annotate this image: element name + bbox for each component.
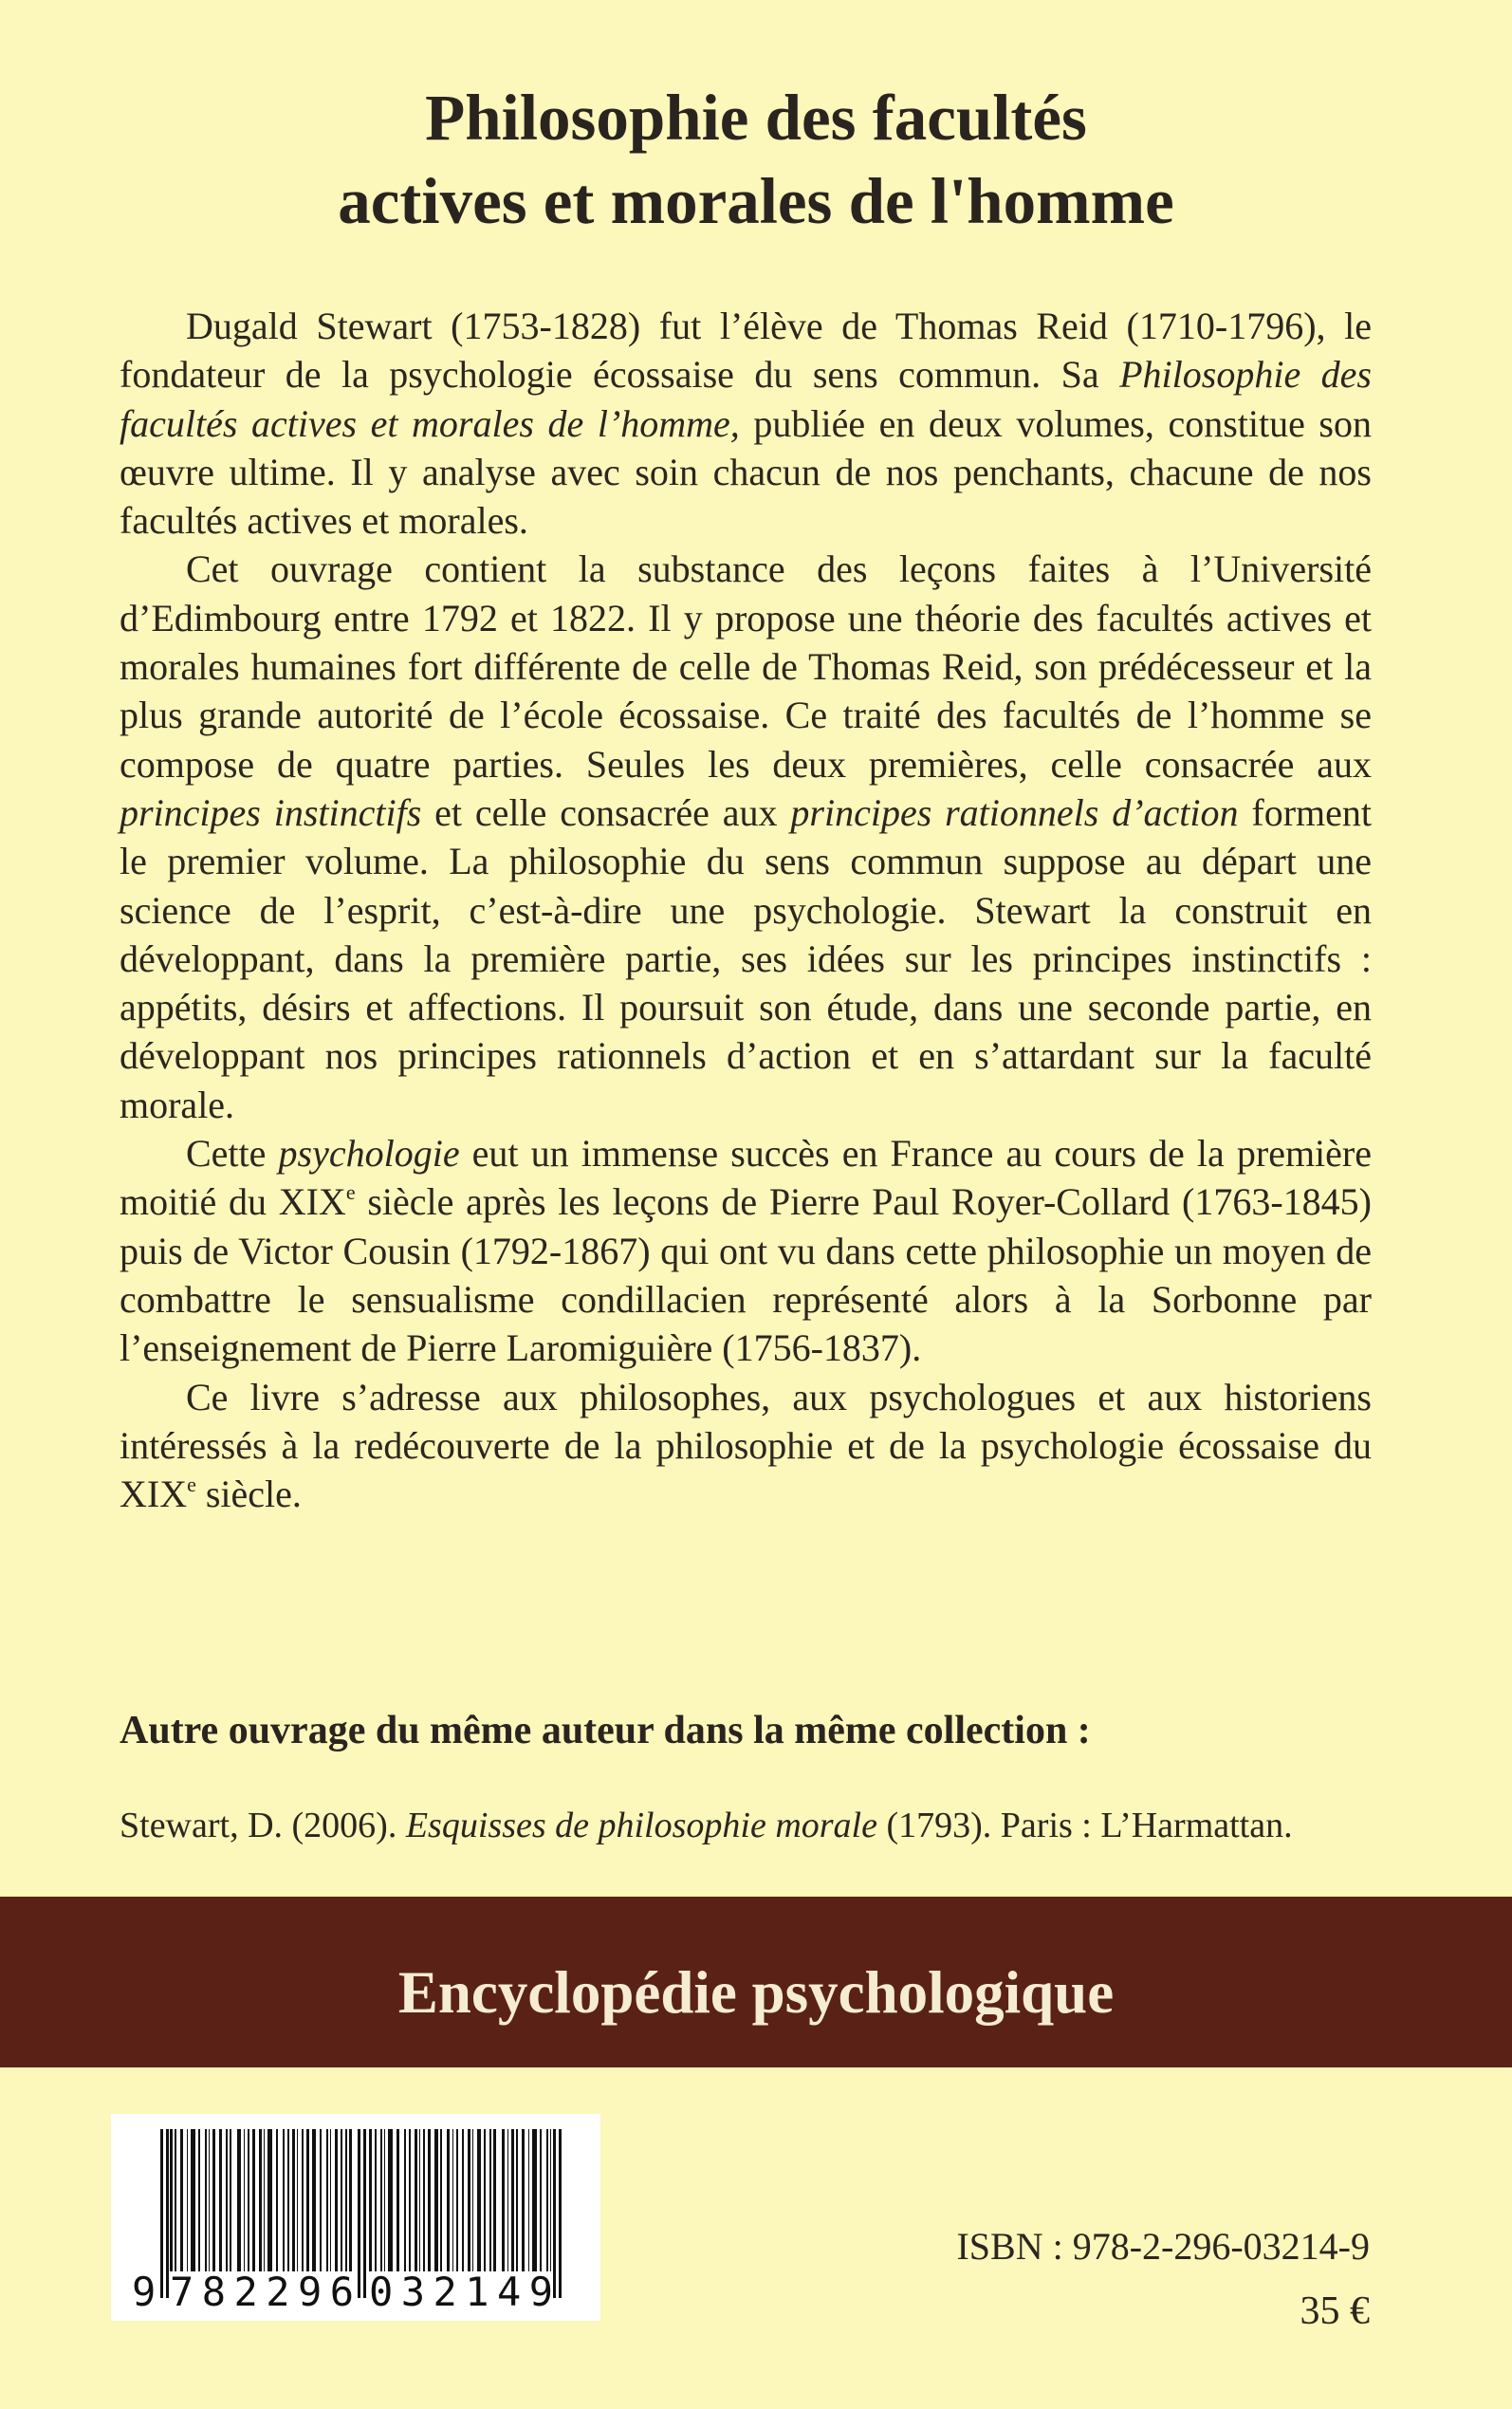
barcode [111, 2114, 600, 2321]
p2-text-a: Cet ouvrage contient la substance des leçons faites à l’Université d’Edimbourg entre 1792 et 1822. Il y propose une théorie des facultés actives et morales humaines fort différente de celle de Thomas Reid, son prédécesseur et la plus grande autorité de l’école écossaise. Ce traité des facultés de l’homme se compose de quatre parties. Seules les deux premières, celle consacrée aux [120, 547, 1372, 786]
ref-title: Esquisses de philosophie morale [405, 1806, 877, 1845]
barcode-bar [434, 2129, 438, 2271]
ref-publisher: (1793). Paris : L’Harmattan. [876, 1806, 1293, 1845]
barcode-bar [532, 2129, 537, 2271]
blurb [120, 302, 1372, 1518]
barcode-bar [452, 2129, 453, 2271]
barcode-bar [516, 2129, 518, 2271]
barcode-bar [477, 2129, 481, 2271]
p4-text-a: Ce livre s’adresse aux philosophes, aux psychologues et aux historiens intéressés à la redécouverte de la philosophie et de la psychologie écossaise du XIX [120, 1375, 1372, 1516]
barcode-bar [330, 2129, 331, 2271]
barcode-bar [209, 2129, 210, 2271]
barcode-guard-bar [358, 2129, 360, 2298]
p2-text-e: forment le premier volume. La philosophie du sens commun suppose au départ une science de l’esprit, c’est-à-dire une psychologie. Stewart la construit en développant, dans la première partie, ses idées sur les principes instinctifs : appétits, désirs et affections. Il poursuit son étude, dans une seconde partie, en développant nos principes rationnels d’action et en s’attardant sur la faculté morale. [120, 790, 1372, 1126]
isbn: ISBN : 978-2-296-03214-9 [956, 2225, 1370, 2268]
barcode-bar [259, 2129, 262, 2271]
title-line-2: actives et morales de l'homme [338, 165, 1174, 237]
collection-name: Encyclopédie psychologique [397, 1959, 1115, 2026]
p3-text-d: siècle après les leçons de Pierre Paul Royer-Collard (1763-1845) puis de Victor Cousin (1792-1867) qui ont vu dans cette philosophie un moyen de combattre le sensualisme condillacien représenté alors à la Sorbonne par l’enseignement de Pierre Laromiguière (1756-1837). [120, 1180, 1372, 1370]
barcode-bar [423, 2129, 425, 2271]
barcode-bar [302, 2129, 304, 2271]
barcode-bar [415, 2129, 417, 2271]
barcode-bar [380, 2129, 382, 2271]
barcode-bar [267, 2129, 272, 2271]
barcode-bar [369, 2129, 372, 2271]
p2-italic-2: principes rationnels d’action [790, 790, 1239, 834]
barcode-bar [219, 2129, 222, 2271]
barcode-guard-bar [166, 2129, 169, 2298]
barcode-bar [462, 2129, 464, 2271]
paragraph-2 [120, 545, 1372, 1129]
barcode-bar [283, 2129, 285, 2271]
p4-superscript: e [187, 1473, 196, 1497]
barcode-bar [198, 2129, 200, 2271]
barcode-bar [320, 2129, 322, 2271]
barcode-bar [489, 2129, 491, 2271]
barcode-bar [396, 2129, 399, 2271]
barcode-bar [440, 2129, 442, 2271]
barcode-bar [244, 2129, 245, 2271]
barcode-guard-bar [553, 2129, 556, 2298]
p1-italic-title: Philosophie des facultés actives et morales de l’homme, [120, 353, 1372, 445]
barcode-bar [212, 2129, 215, 2271]
p3-text-a: Cette [186, 1132, 279, 1176]
paragraph-1 [120, 302, 1372, 545]
barcode-bar [292, 2129, 295, 2271]
p3-text-c: eut un immense succès en France au cours de la première moitié du XIX [120, 1132, 1372, 1224]
barcode-bar [419, 2129, 420, 2271]
barcode-bar [472, 2129, 473, 2271]
barcode-guard-bar [160, 2129, 163, 2298]
barcode-bar [349, 2129, 352, 2271]
barcode-bar [502, 2129, 505, 2271]
barcode-bar [468, 2129, 470, 2271]
barcode-bar [456, 2129, 458, 2271]
paragraph-4 [120, 1373, 1372, 1519]
barcode-bar [388, 2129, 393, 2271]
p2-text-c: et celle consacrée aux [421, 790, 791, 834]
barcode-digit-first: 9 [132, 2269, 157, 2315]
barcode-bar [175, 2129, 176, 2271]
barcode-bar [205, 2129, 207, 2271]
paragraph-3 [120, 1129, 1372, 1372]
p1-text-a: Dugald Stewart (1753-1828) fut l’élève de Thomas Reid (1710-1796), le fondateur de la psychologie écossaise du sens commun. Sa [120, 305, 1372, 397]
barcode-bar [546, 2129, 548, 2271]
barcode-bar [522, 2129, 525, 2271]
barcode-bar [306, 2129, 309, 2271]
barcode-bar [447, 2129, 450, 2271]
barcode-bar [484, 2129, 486, 2271]
barcode-bar [287, 2129, 289, 2271]
barcode-bar [276, 2129, 278, 2271]
p2-italic-1: principes instinctifs [120, 790, 422, 834]
price: 35 € [1300, 2289, 1370, 2333]
book-title [0, 76, 1512, 243]
barcode-bar [230, 2129, 231, 2271]
barcode-bar [507, 2129, 508, 2271]
barcode-bar [384, 2129, 385, 2271]
barcode-bar [180, 2129, 183, 2271]
ref-author: Stewart, D. (2006). [120, 1806, 406, 1845]
barcode-digits-left: 782296 [170, 2269, 354, 2315]
p3-superscript: e [345, 1180, 356, 1205]
barcode-bar [409, 2129, 411, 2271]
barcode-guard-bar [559, 2129, 562, 2298]
barcode-bar [375, 2129, 377, 2271]
barcode-bar [297, 2129, 298, 2271]
barcode-bar [345, 2129, 347, 2271]
other-works-reference [120, 1802, 1372, 1849]
barcode-bar [252, 2129, 255, 2271]
barcode-bar [237, 2129, 241, 2271]
barcode-guard-bar [363, 2129, 366, 2298]
barcode-bar [187, 2129, 188, 2271]
p4-text-b: siècle. [195, 1473, 302, 1516]
barcode-graphic [111, 2114, 600, 2321]
barcode-bar [264, 2129, 265, 2271]
barcode-bar [226, 2129, 228, 2271]
barcode-bar [404, 2129, 406, 2271]
barcode-bar [528, 2129, 529, 2271]
barcode-bar [493, 2129, 496, 2271]
barcode-bar [550, 2129, 551, 2271]
barcode-bar [312, 2129, 316, 2271]
barcode-bar [341, 2129, 342, 2271]
barcode-bar [511, 2129, 514, 2271]
barcode-bar [335, 2129, 338, 2271]
title-line-1: Philosophie des facultés [425, 82, 1087, 154]
barcode-bar [170, 2129, 173, 2271]
barcode-digits-right: 032149 [369, 2269, 553, 2315]
barcode-bar [428, 2129, 431, 2271]
barcode-bar [326, 2129, 328, 2271]
barcode-bar [540, 2129, 542, 2271]
p3-italic: psychologie [278, 1132, 460, 1176]
barcode-bar [191, 2129, 195, 2271]
p1-text-c: publiée en deux volumes, constitue son œuvre ultime. Il y analyse avec soin chacun de nos penchants, chacune de nos facultés actives et morales. [120, 401, 1372, 543]
barcode-bar [248, 2129, 249, 2271]
other-works-heading: Autre ouvrage du même auteur dans la même collection : [120, 1709, 1091, 1752]
